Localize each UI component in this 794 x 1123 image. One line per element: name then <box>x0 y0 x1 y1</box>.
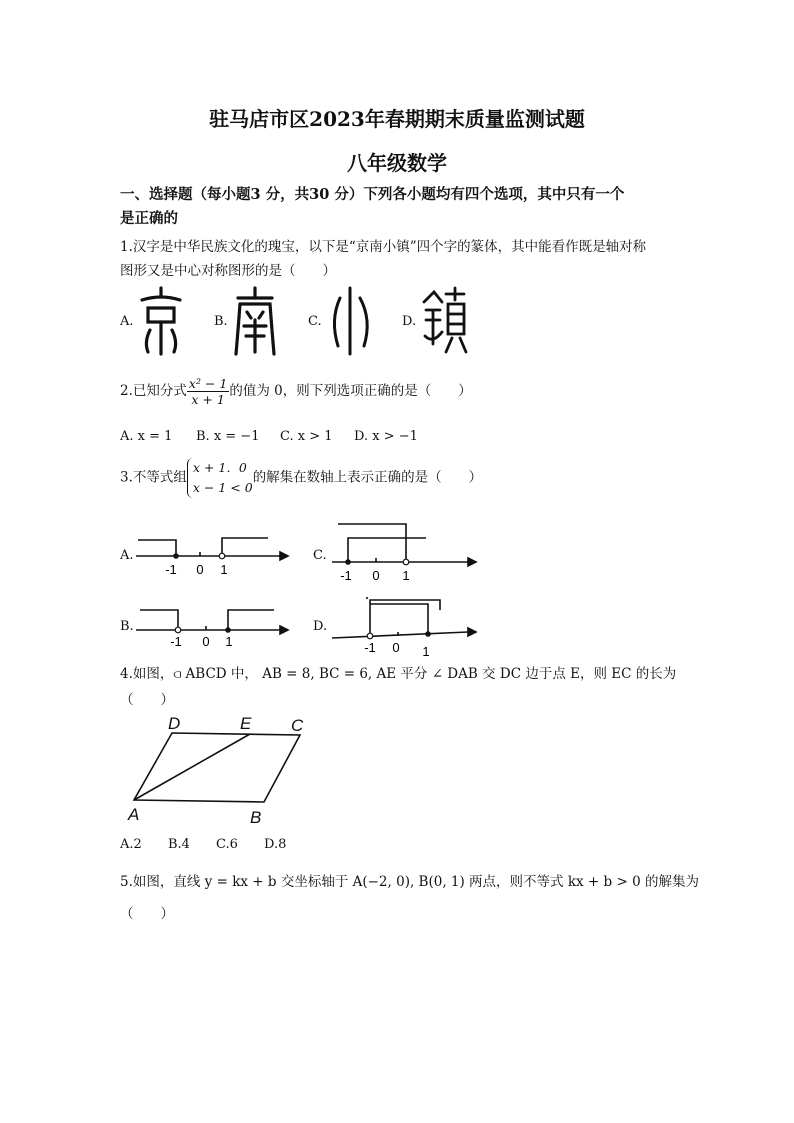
q4-vertex-c: C <box>291 716 304 735</box>
q3-b-point-1 <box>225 627 231 633</box>
q4-parallelogram <box>134 733 300 802</box>
q4-option-c: C.6 <box>216 837 238 852</box>
q1-text-line1: 1.汉字是中华民族文化的瑰宝，以下是“京南小镇”四个字的篆体，其中能看作既是轴对称 <box>120 239 647 255</box>
seal-jing-icon <box>136 284 186 358</box>
q3-c-tick-neg1: -1 <box>340 568 352 583</box>
seal-zhen-icon <box>420 286 472 358</box>
q3-d-point-neg1 <box>367 633 373 639</box>
q2-fraction-denominator: x + 1 <box>191 392 225 407</box>
q3-c-tick-1: 1 <box>402 568 410 583</box>
q3-prefix: 3.不等式组 <box>120 469 187 486</box>
q4-option-d: D.8 <box>264 837 287 852</box>
q3-option-d-label: D. <box>313 619 328 634</box>
q4-vertex-a: A <box>128 805 140 824</box>
q3-number-line-b <box>130 602 290 650</box>
q3-c-tick-0: 0 <box>372 568 380 583</box>
q2-suffix: 的值为 0，则下列选项正确的是（ ） <box>229 383 472 399</box>
q3-number-line-a <box>130 530 290 578</box>
q1-option-b-label: B. <box>214 314 228 329</box>
q2-fraction-numerator: x² − 1 <box>188 376 228 391</box>
q3-d-tick-1: 1 <box>422 644 430 659</box>
q4-option-a: A.2 <box>120 837 142 852</box>
q4-option-b: B.4 <box>168 837 190 852</box>
q3-inequality-system <box>187 458 253 498</box>
q3-option-a-label: A. <box>120 548 134 563</box>
page-subtitle: 八年级数学 <box>347 151 447 175</box>
q3-a-point-1 <box>219 553 225 559</box>
q2-text <box>120 376 472 407</box>
q1-option-a-label: A. <box>120 314 134 329</box>
page-title: 驻马店市区2023年春期期末质量监测试题 <box>209 107 585 131</box>
q4-text-line1: 4.如图，⫏ ABCD 中， AB = 8, BC = 6, AE 平分 ∠ DAB 交 DC 边于点 E，则 EC 的长为 <box>120 666 677 682</box>
q4-vertex-d: D <box>168 714 181 733</box>
q3-a-point-neg1 <box>173 553 179 559</box>
q2-option-d: D. x > −1 <box>354 429 418 444</box>
q4-vertex-b: B <box>250 808 262 827</box>
q5-text-line2: （ ） <box>120 906 174 922</box>
q3-d-tick-neg1: -1 <box>364 640 376 655</box>
q3-text <box>120 458 482 498</box>
q2-option-b: B. x = −1 <box>196 429 260 444</box>
q3-b-tick-0: 0 <box>202 634 210 649</box>
q3-inequality-1: x + 1．0 <box>192 460 247 475</box>
q3-d-point-1 <box>425 631 431 637</box>
q4-parallelogram-figure <box>124 710 324 830</box>
q1-text-line2: 图形又是中心对称图形的是（ ） <box>120 263 336 279</box>
q3-b-point-neg1 <box>175 627 181 633</box>
q2-option-c: C. x > 1 <box>280 429 333 444</box>
q3-d-tick-0: 0 <box>392 640 400 655</box>
q1-option-d-label: D. <box>402 314 417 329</box>
q3-c-point-neg1 <box>345 559 351 565</box>
q1-option-c-label: C. <box>308 314 322 329</box>
q5-text-line1: 5.如图，直线 y = kx + b 交坐标轴于 A(−2, 0), B(0, 1) 两点，则不等式 kx + b > 0 的解集为 <box>120 874 699 890</box>
q2-prefix: 2.已知分式 <box>120 383 187 399</box>
q3-number-line-d <box>328 596 478 660</box>
q3-a-tick-neg1: -1 <box>165 562 177 577</box>
q3-option-b-label: B. <box>120 619 134 634</box>
q4-vertex-e: E <box>240 714 252 733</box>
q3-option-c-label: C. <box>313 548 327 563</box>
q3-a-tick-1: 1 <box>220 562 228 577</box>
seal-xiao-icon <box>326 284 378 358</box>
q3-inequality-2: x − 1 < 0 <box>192 480 253 495</box>
q3-number-line-c <box>328 518 478 584</box>
section-heading-line1: 一、选择题（每小题3 分，共30 分）下列各小题均有四个选项，其中只有一个 <box>120 186 625 203</box>
q3-c-point-1 <box>403 559 409 565</box>
q2-option-a: A. x = 1 <box>120 429 173 444</box>
seal-nan-icon <box>230 286 280 358</box>
q3-a-tick-0: 0 <box>196 562 204 577</box>
q4-segment-ae <box>134 734 250 800</box>
q3-b-tick-neg1: -1 <box>170 634 182 649</box>
q3-suffix: 的解集在数轴上表示正确的是（ ） <box>252 469 483 486</box>
section-heading-line2: 是正确的 <box>120 210 178 227</box>
q2-fraction <box>187 376 229 407</box>
q3-b-tick-1: 1 <box>225 634 233 649</box>
q4-text-line2: （ ） <box>120 692 174 708</box>
